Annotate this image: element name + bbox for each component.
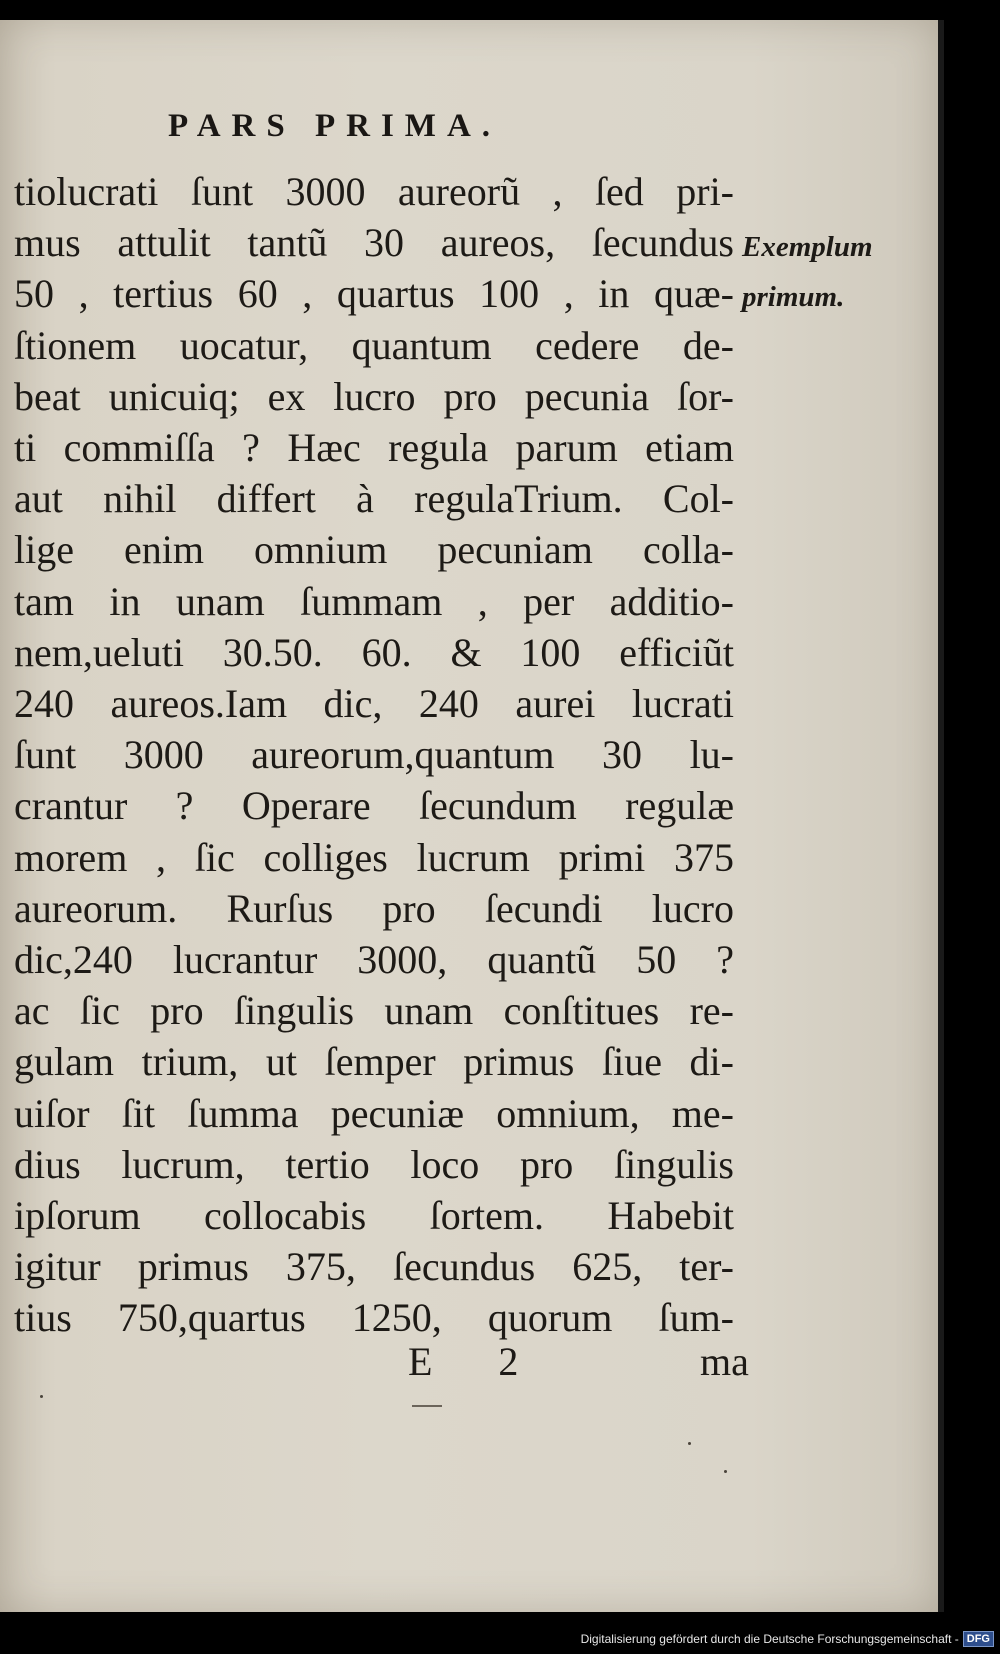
text-line: tam in unam ſummam , per additio-	[14, 578, 734, 624]
text-line: morem , ſic colliges lucrum primi 375	[14, 834, 734, 880]
text-line: dius lucrum, tertio loco pro ſingulis	[14, 1141, 734, 1187]
running-title: PARS PRIMA.	[168, 108, 502, 144]
text-line: 50 , tertius 60 , quartus 100 , in quæ-	[14, 271, 734, 317]
text-line: uiſor ſit ſumma pecuniæ omnium, me-	[14, 1090, 734, 1136]
text-line: crantur ? Operare ſecundum regulæ	[14, 783, 734, 829]
signature-underline	[412, 1405, 442, 1407]
text-line: beat unicuiq; ex lucro pro pecunia ſor-	[14, 373, 734, 419]
text-line: igitur primus 375, ſecundus 625, ter-	[14, 1244, 734, 1290]
text-line: dic,240 lucrantur 3000, quantũ 50 ?	[14, 937, 734, 983]
text-line: ſunt 3000 aureorum,quantum 30 lu-	[14, 732, 734, 778]
page-body-text	[14, 166, 734, 1344]
text-line: nem,ueluti 30.50. 60. & 100 efficiũt	[14, 629, 734, 675]
dfg-logo: DFG	[963, 1631, 994, 1647]
text-line: aut nihil differt à regulaTrium. Col-	[14, 476, 734, 522]
text-line: tius 750,quartus 1250, quorum ſum-	[14, 1295, 734, 1341]
marginal-note-line: Exemplum	[742, 231, 873, 263]
text-line: ac ſic pro ſingulis unam conſtitues re-	[14, 988, 734, 1034]
text-line: ſtionem uocatur, quantum cedere de-	[14, 322, 734, 368]
catchword: ma	[700, 1339, 749, 1384]
signature-mark: E 2	[408, 1339, 547, 1384]
text-line: ti commiſſa ? Hæc regula parum etiam	[14, 425, 734, 471]
digitization-credit	[581, 1628, 994, 1650]
credit-text: Digitalisierung gefördert durch die Deutsche Forschungsgemeinschaft -	[580, 1632, 959, 1646]
text-line: 240 aureos.Iam dic, 240 aurei lucrati	[14, 681, 734, 727]
text-line: aureorum. Rurſus pro ſecundi lucro	[14, 885, 734, 931]
marginal-note-line: primum.	[742, 281, 845, 313]
text-line: lige enim omnium pecuniam colla-	[14, 527, 734, 573]
text-line: ipſorum collocabis ſortem. Habebit	[14, 1193, 734, 1239]
text-line: mus attulit tantũ 30 aureos, ſecundus	[14, 220, 734, 266]
text-line: gulam trium, ut ſemper primus ſiue di-	[14, 1039, 734, 1085]
text-line: tiolucrati ſunt 3000 aureorũ , ſed pri-	[14, 169, 734, 214]
marginal-note	[742, 222, 873, 322]
